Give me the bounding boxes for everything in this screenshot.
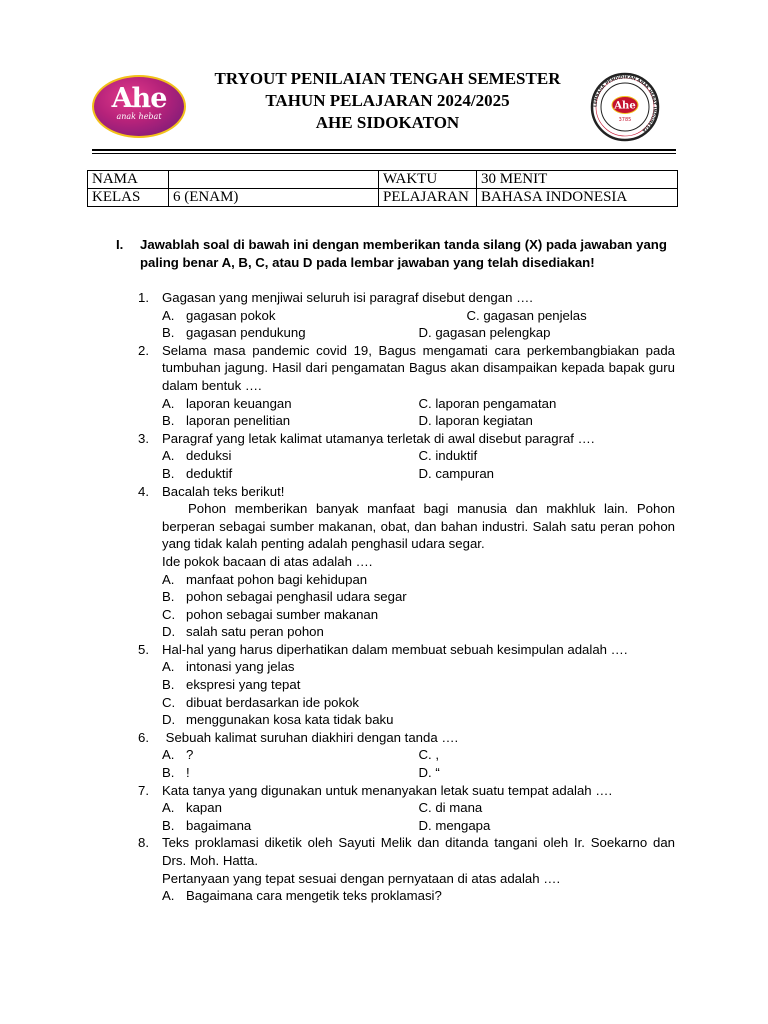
question-4 — [138, 483, 675, 641]
option-text: ! — [186, 765, 190, 781]
instruction-text: Jawablah soal di bawah ini dengan memberikan tanda silang (X) pada jawaban yang paling benar A, B, C, atau D pada lembar jawaban yang telah disediakan! — [140, 237, 667, 270]
option-text: bagaimana — [186, 817, 252, 833]
question-stem: Bacalah teks berikut! — [162, 483, 285, 499]
student-info-table — [87, 170, 678, 207]
option-letter: C. — [162, 606, 176, 622]
option-d[interactable] — [162, 623, 675, 641]
option-text: C. gagasan penjelas — [466, 307, 587, 323]
option-text: menggunakan kosa kata tidak baku — [186, 712, 394, 728]
option-c[interactable] — [419, 447, 676, 465]
waktu-value: 30 MENIT — [477, 171, 678, 189]
option-letter: B. — [162, 765, 175, 781]
question-number: 4. — [138, 483, 149, 499]
option-text: gagasan pendukung — [186, 325, 306, 341]
option-b[interactable] — [162, 324, 419, 342]
option-b[interactable] — [162, 465, 419, 483]
option-text: kapan — [186, 800, 222, 816]
option-letter: B. — [162, 589, 175, 605]
option-text: ekspresi yang tepat — [186, 677, 301, 693]
question-stem: Selama masa pandemic covid 19, Bagus mengamati cara perkembangbiakan pada tumbuhan jagung. Hasil dari pengamatan Bagus akan disampaikan kepada bapak guru dalam bentuk …. — [162, 342, 675, 393]
option-d[interactable] — [419, 465, 676, 483]
option-text: deduksi — [186, 448, 232, 464]
question-prompt: Pertanyaan yang tepat sesuai dengan pernyataan di atas adalah …. — [162, 870, 561, 886]
option-b[interactable] — [162, 588, 675, 606]
waktu-label: WAKTU — [379, 171, 477, 189]
option-a[interactable] — [162, 307, 419, 325]
seal-word: Ahe — [614, 100, 636, 112]
option-letter: A. — [162, 571, 175, 587]
question-list — [138, 289, 675, 905]
question-7 — [138, 782, 675, 835]
option-text: salah satu peran pohon — [186, 624, 324, 640]
option-text: C. di mana — [418, 800, 483, 816]
option-text: intonasi yang jelas — [186, 659, 295, 675]
option-text: D. laporan kegiatan — [418, 413, 533, 429]
option-letter: A. — [162, 800, 175, 816]
seal-ring-text: LEMBAGA PENDIDIKAN ANAK HEBAT INDONESIA — [593, 75, 657, 133]
question-1 — [138, 289, 675, 342]
option-text: laporan keuangan — [186, 395, 292, 411]
option-text: gagasan pokok — [186, 307, 276, 323]
option-text: laporan penelitian — [186, 413, 291, 429]
option-letter: A. — [162, 747, 175, 763]
kelas-label: KELAS — [88, 189, 169, 207]
title-line-2: TAHUN PELAJARAN 2024/2025 — [265, 91, 510, 110]
question-stem: Sebuah kalimat suruhan diakhiri dengan tanda …. — [162, 729, 459, 745]
question-2 — [138, 342, 675, 430]
question-number: 6. — [138, 729, 149, 745]
option-b[interactable] — [162, 676, 675, 694]
question-prompt: Ide pokok bacaan di atas adalah …. — [162, 553, 373, 569]
option-b[interactable] — [162, 817, 419, 835]
question-number: 2. — [138, 342, 149, 358]
question-number: 8. — [138, 835, 149, 851]
option-a[interactable] — [162, 658, 675, 676]
option-c[interactable] — [419, 307, 676, 325]
option-d[interactable] — [419, 817, 676, 835]
institution-seal-icon — [590, 72, 660, 142]
section-instruction — [116, 236, 676, 272]
option-a[interactable] — [162, 447, 419, 465]
seal-number: 3785 — [618, 117, 632, 123]
option-text: D. mengapa — [418, 817, 491, 833]
option-text: manfaat pohon bagi kehidupan — [186, 571, 368, 587]
option-c[interactable] — [419, 799, 676, 817]
option-letter: A. — [162, 448, 175, 464]
title-line-3: AHE SIDOKATON — [315, 113, 460, 132]
question-3 — [138, 430, 675, 483]
option-d[interactable] — [419, 764, 676, 782]
option-text: ? — [186, 747, 194, 763]
header-rule-thick — [92, 149, 676, 151]
table-row — [88, 189, 678, 207]
question-number: 1. — [138, 290, 149, 305]
option-text: deduktif — [186, 465, 233, 481]
pelajaran-label: PELAJARAN — [379, 189, 477, 207]
question-stem: Teks proklamasi diketik oleh Sayuti Melik dan ditanda tangani oleh Ir. Soekarno dan Drs. Moh. Hatta. — [162, 835, 675, 868]
header-rule-thin — [92, 153, 676, 154]
table-row — [88, 171, 678, 189]
kelas-value: 6 (ENAM) — [169, 189, 379, 207]
reading-passage: Pohon memberikan banyak manfaat bagi manusia dan makhluk lain. Pohon berperan sebagai sumber makanan, obat, dan bahan industri. Salah satu peran pohon yang tidak kalah penting adalah penghasil udara segar. — [162, 501, 675, 552]
option-letter: C. — [162, 694, 176, 710]
section-number: I. — [116, 237, 124, 252]
option-d[interactable] — [419, 412, 676, 430]
option-b[interactable] — [162, 764, 419, 782]
title-line-1: TRYOUT PENILAIAN TENGAH SEMESTER — [214, 69, 561, 88]
page-title — [190, 68, 585, 134]
option-text: C. laporan pengamatan — [418, 395, 557, 411]
option-text: C. , — [418, 747, 440, 763]
option-letter: A. — [162, 395, 175, 411]
option-text: dibuat berdasarkan ide pokok — [186, 694, 360, 710]
option-a[interactable] — [162, 571, 675, 589]
option-c[interactable] — [162, 694, 675, 712]
question-number: 5. — [138, 641, 149, 657]
question-number: 7. — [138, 782, 149, 798]
pelajaran-value: BAHASA INDONESIA — [477, 189, 678, 207]
option-text: D. campuran — [418, 465, 494, 481]
option-letter: B. — [162, 465, 175, 481]
question-stem: Gagasan yang menjiwai seluruh isi paragraf disebut dengan …. — [162, 290, 533, 305]
option-letter: A. — [162, 888, 175, 904]
option-c[interactable] — [162, 606, 675, 624]
question-8 — [138, 834, 675, 904]
logo-word: Ahe — [111, 83, 167, 114]
option-letter: A. — [162, 659, 175, 675]
option-text: D. “ — [418, 765, 440, 781]
option-letter: B. — [162, 413, 175, 429]
option-d[interactable] — [162, 711, 675, 729]
question-6 — [138, 729, 675, 782]
option-text: C. induktif — [418, 448, 478, 464]
option-a[interactable] — [162, 799, 419, 817]
option-text: pohon sebagai sumber makanan — [186, 606, 379, 622]
option-letter: B. — [162, 677, 175, 693]
option-letter: D. — [162, 712, 176, 728]
option-text: pohon sebagai penghasil udara segar — [186, 589, 407, 605]
option-d[interactable] — [419, 324, 676, 342]
nama-field[interactable] — [169, 171, 379, 189]
option-b[interactable] — [162, 412, 419, 430]
option-letter: A. — [162, 307, 175, 323]
ahe-logo — [92, 75, 186, 138]
question-number: 3. — [138, 430, 149, 446]
option-letter: B. — [162, 817, 175, 833]
option-a[interactable] — [162, 887, 675, 905]
option-c[interactable] — [419, 395, 676, 413]
option-c[interactable] — [419, 746, 676, 764]
option-text: Bagaimana cara mengetik teks proklamasi? — [186, 888, 442, 904]
logo-tagline: anak hebat — [116, 112, 162, 121]
option-a[interactable] — [162, 746, 419, 764]
option-a[interactable] — [162, 395, 419, 413]
question-stem: Paragraf yang letak kalimat utamanya terletak di awal disebut paragraf …. — [162, 430, 595, 446]
option-letter: D. — [162, 624, 176, 640]
option-text: D. gagasan pelengkap — [418, 325, 551, 341]
question-stem: Hal-hal yang harus diperhatikan dalam membuat sebuah kesimpulan adalah …. — [162, 641, 628, 657]
question-5 — [138, 641, 675, 729]
nama-label: NAMA — [88, 171, 169, 189]
option-letter: B. — [162, 325, 175, 341]
question-stem: Kata tanya yang digunakan untuk menanyakan letak suatu tempat adalah …. — [162, 782, 613, 798]
